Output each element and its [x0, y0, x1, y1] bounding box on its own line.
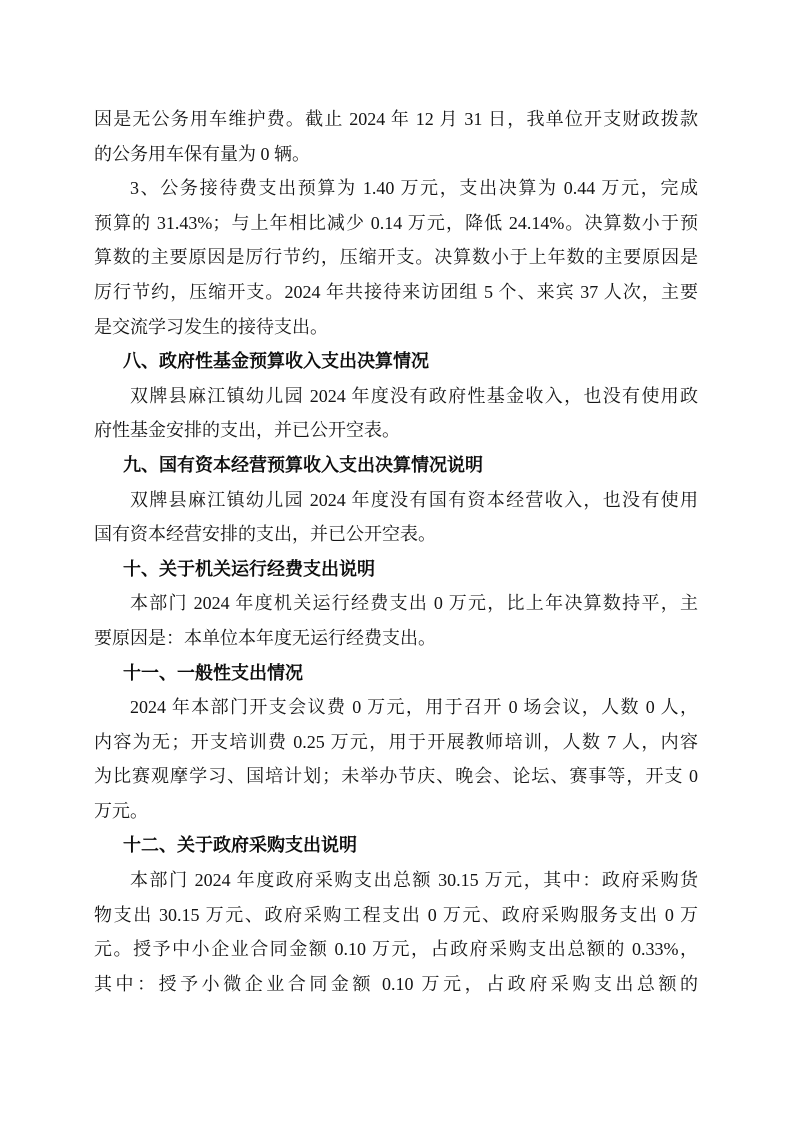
- document-content: [94, 102, 698, 1001]
- document-line: 的公务用车保有量为 0 辆。: [94, 143, 310, 164]
- document-line: 本部门 2024 年度机关运行经费支出 0 万元，比上年决算数持平，主: [130, 593, 698, 614]
- document-line: 双牌县麻江镇幼儿园 2024 年度没有政府性基金收入，也没有使用政: [130, 385, 698, 406]
- document-line: 内容为无；开支培训费 0.25 万元，用于开展教师培训，人数 7 人，内容: [94, 731, 698, 752]
- document-line: 3、公务接待费支出预算为 1.40 万元，支出决算为 0.44 万元，完成: [130, 178, 698, 199]
- document-line: 物支出 30.15 万元、政府采购工程支出 0 万元、政府采购服务支出 0 万: [94, 904, 698, 925]
- document-line: 为比赛观摩学习、国培计划；未举办节庆、晚会、论坛、赛事等，开支 0: [94, 766, 698, 787]
- section-heading-12: 十二、关于政府采购支出说明: [123, 835, 357, 856]
- document-line: 国有资本经营安排的支出，并已公开空表。: [94, 524, 436, 545]
- document-line: 2024 年本部门开支会议费 0 万元，用于召开 0 场会议，人数 0 人，: [130, 697, 698, 718]
- document-line: 元。授予中小企业合同金额 0.10 万元，占政府采购支出总额的 0.33%，: [94, 939, 698, 960]
- section-heading-8: 八、政府性基金预算收入支出决算情况: [123, 351, 429, 372]
- section-heading-10: 十、关于机关运行经费支出说明: [123, 558, 375, 579]
- document-line: 要原因是：本单位本年度无运行经费支出。: [94, 627, 436, 648]
- section-heading-11: 十一、一般性支出情况: [123, 662, 303, 683]
- document-line: 万元。: [94, 800, 148, 821]
- document-line: 双牌县麻江镇幼儿园 2024 年度没有国有资本经营收入，也没有使用: [130, 489, 698, 510]
- document-line: 因是无公务用车维护费。截止 2024 年 12 月 31 日，我单位开支财政拨款: [94, 109, 698, 129]
- document-line: 本部门 2024 年度政府采购支出总额 30.15 万元，其中：政府采购货: [130, 870, 698, 891]
- document-line: 算数的主要原因是厉行节约，压缩开支。决算数小于上年数的主要原因是: [94, 247, 698, 268]
- section-heading-9: 九、国有资本经营预算收入支出决算情况说明: [123, 454, 483, 475]
- document-line: 是交流学习发生的接待支出。: [94, 316, 328, 337]
- document-line: 府性基金安排的支出，并已公开空表。: [94, 420, 400, 441]
- document-line: 预算的 31.43%；与上年相比减少 0.14 万元，降低 24.14%。决算数小于预: [94, 212, 698, 233]
- document-line: 厉行节约，压缩开支。2024 年共接待来访团组 5 个、来宾 37 人次，主要: [94, 281, 698, 302]
- document-line: 其中：授予小微企业合同金额 0.10 万元，占政府采购支出总额的: [94, 973, 698, 994]
